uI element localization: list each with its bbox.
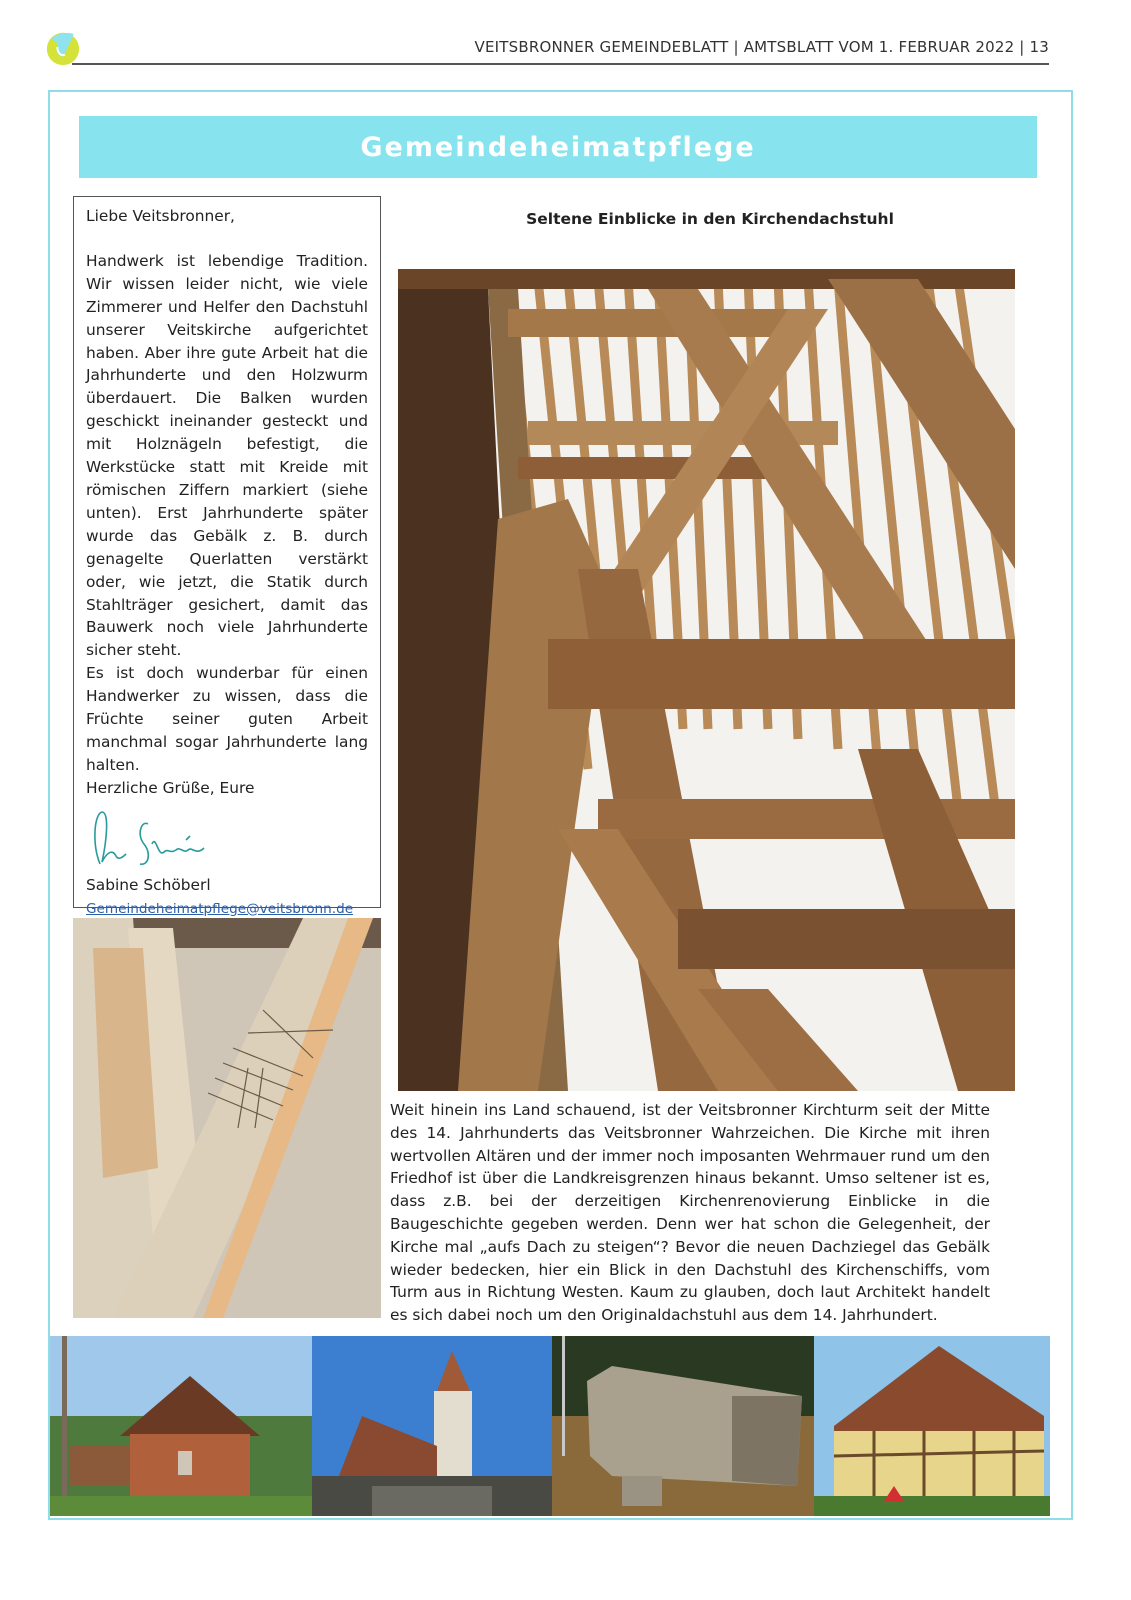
brick-station-building-photo	[50, 1336, 312, 1516]
stone-block-photo	[552, 1336, 814, 1516]
header-rule	[72, 63, 1049, 65]
church-roof-truss-photo	[398, 269, 1015, 1091]
email-link[interactable]: Gemeindeheimatpflege@veitsbronn.de	[86, 900, 354, 917]
running-title: VEITSBRONNER GEMEINDEBLATT | AMTSBLATT VOM 1. FEBRUAR 2022 | 13	[474, 38, 1049, 56]
signature-icon	[86, 804, 368, 874]
roman-numeral-carpenter-marks-photo	[73, 918, 381, 1318]
letter-body-2: Es ist doch wunderbar für einen Handwerker zu wissen, dass die Früchte seiner guten Arbeit manchmal sogar Jahrhunderte lang halten.	[86, 664, 368, 774]
letter-body: Handwerk ist lebendige Tradition. Wir wissen leider nicht, wie viele Zimmerer und Helfer den Dachstuhl unserer Veitskirche aufgerichtet haben. Aber ihre gute Arbeit hat die Jahrhunderte und den Holzwurm überdauert. Die Balken wurden geschickt ineinander gesteckt und mit Holznägeln befestigt, die Werkstücke statt mit Kreide mit römischen Ziffern markiert (siehe unten). Erst Jahrhunderte später wurde das Gebälk z. B. durch genagelte Querlatten verstärkt oder, wie jetzt, die Statik durch Stahlträger gesichert, damit das Bauwerk noch viele Jahrhunderte sicher steht.	[86, 251, 368, 660]
section-title: Gemeindeheimatpflege	[360, 131, 756, 163]
photo-gallery	[50, 1336, 1050, 1516]
letter-box	[73, 196, 381, 917]
letter-closing: Herzliche Grüße, Eure	[86, 778, 255, 797]
church-tower-photo	[312, 1336, 552, 1516]
letter-salutation: Liebe Veitsbronner,	[86, 207, 235, 225]
half-timbered-house-photo	[814, 1336, 1050, 1516]
letter-author: Sabine Schöberl	[86, 875, 211, 894]
article-title: Seltene Einblicke in den Kirchendachstuhl	[526, 210, 894, 228]
section-banner	[79, 116, 1037, 178]
veitsbronn-logo-icon	[44, 28, 82, 66]
article-text: Weit hinein ins Land schauend, ist der Veitsbronner Kirchturm seit der Mitte des 14. Jahrhunderts das Veitsbronner Wahrzeichen. Die Kirche mit ihren wertvollen Altären und der immer noch imposanten Wehrmauer rund um den Friedhof ist über die Landkreisgrenzen hinaus bekannt. Umso seltener ist es, dass z.B. bei der derzeitigen Kirchenrenovierung Einblicke in die Baugeschichte gegeben werden. Denn wer hat schon die Gelegenheit, der Kirche mal „aufs Dach zu steigen“? Bevor die neuen Dachziegel das Gebälk wieder bedecken, hier ein Blick in den Dachstuhl des Kirchenschiffs, vom Turm aus in Richtung Westen. Kaum zu glauben, doch laut Architekt handelt es sich dabei noch um den Originaldachstuhl aus dem 14. Jahrhundert.	[390, 1101, 990, 1325]
